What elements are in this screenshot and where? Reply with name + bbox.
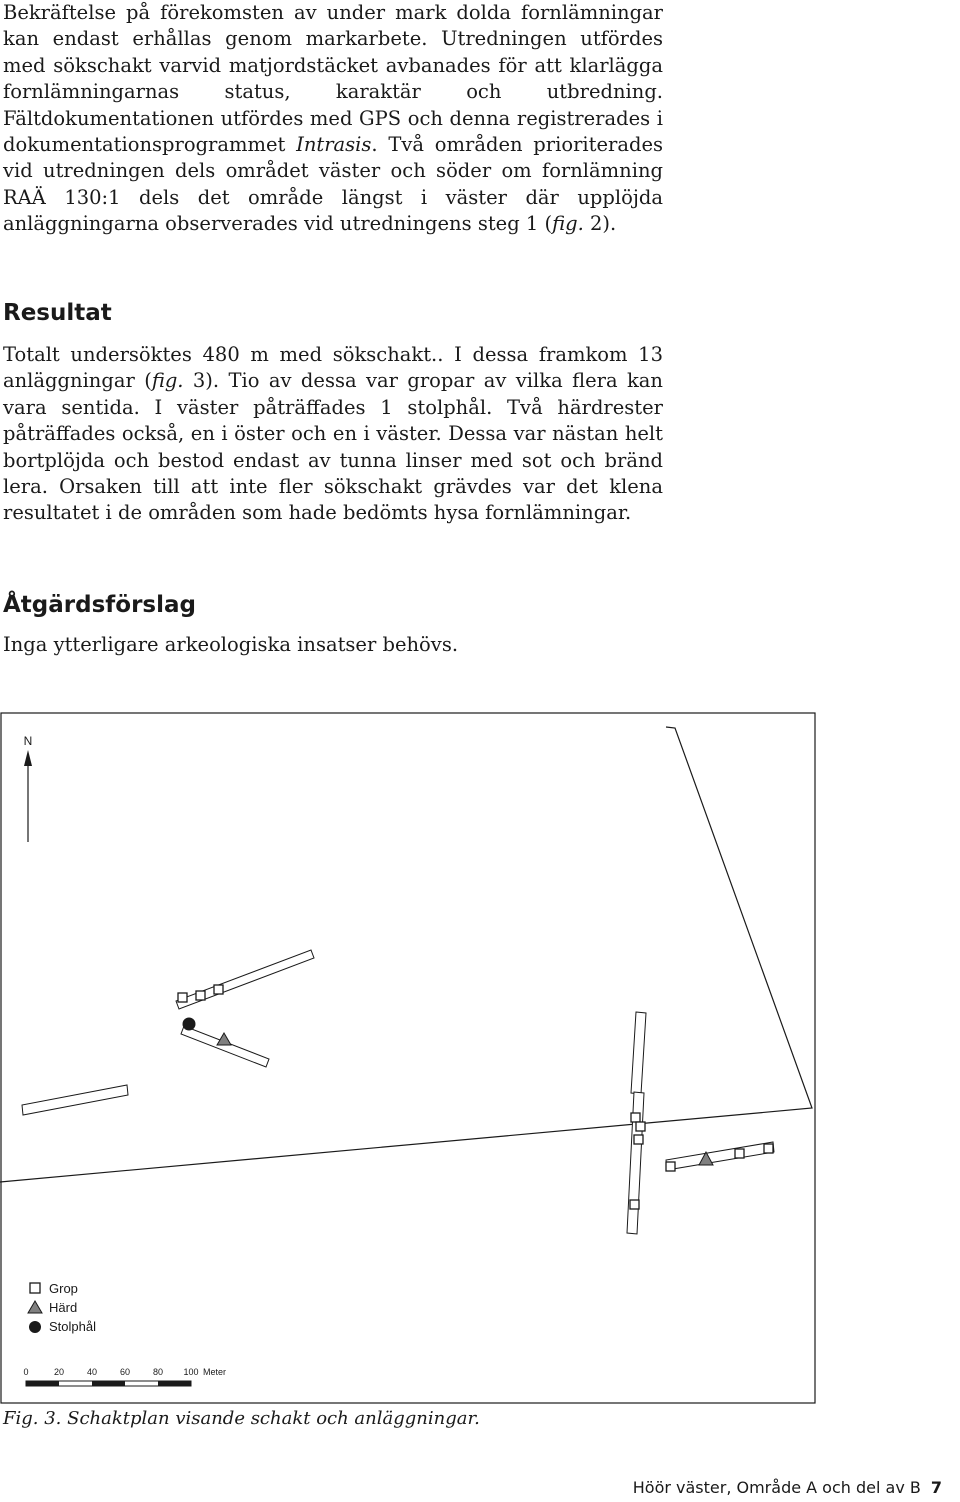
intro-text-1: Bekräftelse på förekomsten av under mark dolda fornlämningar kan endast erhållas genom markarbete. Utredningen utfördes med sökschakt varvid matjordstäcket avbanades för att klarlägga fornlämningarnas status, karaktär och utbredning. Fältdokumentationen utfördes med GPS och denna registrerades i dokumentationsprogrammet	[3, 1, 663, 157]
grop-feature	[630, 1200, 639, 1209]
section-heading-resultat: Resultat	[3, 300, 112, 326]
intro-text-2: . Två områden prioriterades vid utredningen dels området väster och söder om fornlämning RAÄ 130:1 dels det område längst i väster där upplöjda anläggningarna observerades vid utredningens steg 1 (	[3, 133, 663, 236]
resultat-paragraph	[3, 342, 663, 527]
legend-label-grop: Grop	[49, 1281, 78, 1296]
atgard-paragraph: Inga ytterligare arkeologiska insatser behövs.	[3, 633, 459, 656]
grop-feature	[631, 1113, 640, 1122]
grop-feature	[196, 991, 205, 1000]
scale-tick-label: 100	[183, 1367, 199, 1377]
legend-circle-icon	[29, 1321, 41, 1333]
grop-feature	[764, 1144, 773, 1153]
running-title: Höör väster, Område A och del av B	[632, 1478, 921, 1497]
intro-text-3: 2).	[583, 212, 617, 236]
grop-feature	[178, 993, 187, 1002]
intro-paragraph	[3, 0, 663, 238]
figure-number: Fig. 3.	[3, 1408, 62, 1429]
scale-tick-label: 20	[53, 1367, 65, 1377]
scale-tick-label: 60	[119, 1367, 131, 1377]
legend-square-icon	[30, 1283, 40, 1293]
stolphal-feature	[183, 1018, 196, 1031]
grop-feature	[666, 1162, 675, 1171]
program-name: Intrasis	[296, 133, 372, 157]
scale-unit: Meter	[203, 1367, 227, 1377]
legend-label-hard: Härd	[49, 1300, 78, 1315]
section-heading-atgardsforslag: Åtgärdsförslag	[3, 592, 196, 618]
trench-map	[0, 712, 816, 1404]
map-frame	[1, 713, 815, 1403]
resultat-text-2: 3). Tio av dessa var gropar av vilka flera kan vara sentida. I väster påträffades 1 stolphål. Två härdrester påträffades också, en i öster och en i väster. Dessa var nästan helt bortplöjda och bestod endast av tunna linser med sot och bränd lera. Orsaken till att inte fler sökschakt grävdes var det klena resultatet i de områden som hade bedömts hysa fornlämningar.	[3, 369, 663, 525]
grop-feature	[214, 985, 223, 994]
scale-tick-label: 0	[23, 1367, 29, 1377]
grop-feature	[636, 1122, 645, 1131]
figure-caption	[3, 1406, 480, 1432]
caption-text: Schaktplan visande schakt och anläggningar.	[61, 1408, 480, 1429]
grop-feature	[634, 1135, 643, 1144]
figure-reference: fig.	[151, 369, 184, 393]
legend-label-stolphal: Stolphål	[49, 1319, 96, 1334]
resultat-text-1: Totalt undersöktes 480 m med sökschakt.. I dessa framkom 13 anläggningar (	[3, 343, 663, 393]
scale-tick-label: 80	[152, 1367, 164, 1377]
grop-feature	[735, 1149, 744, 1158]
scale-tick-label: 40	[86, 1367, 98, 1377]
north-label: N	[23, 734, 33, 748]
figure-reference: fig.	[552, 212, 584, 236]
page-number: 7	[930, 1478, 942, 1497]
page-footer	[633, 1477, 942, 1499]
